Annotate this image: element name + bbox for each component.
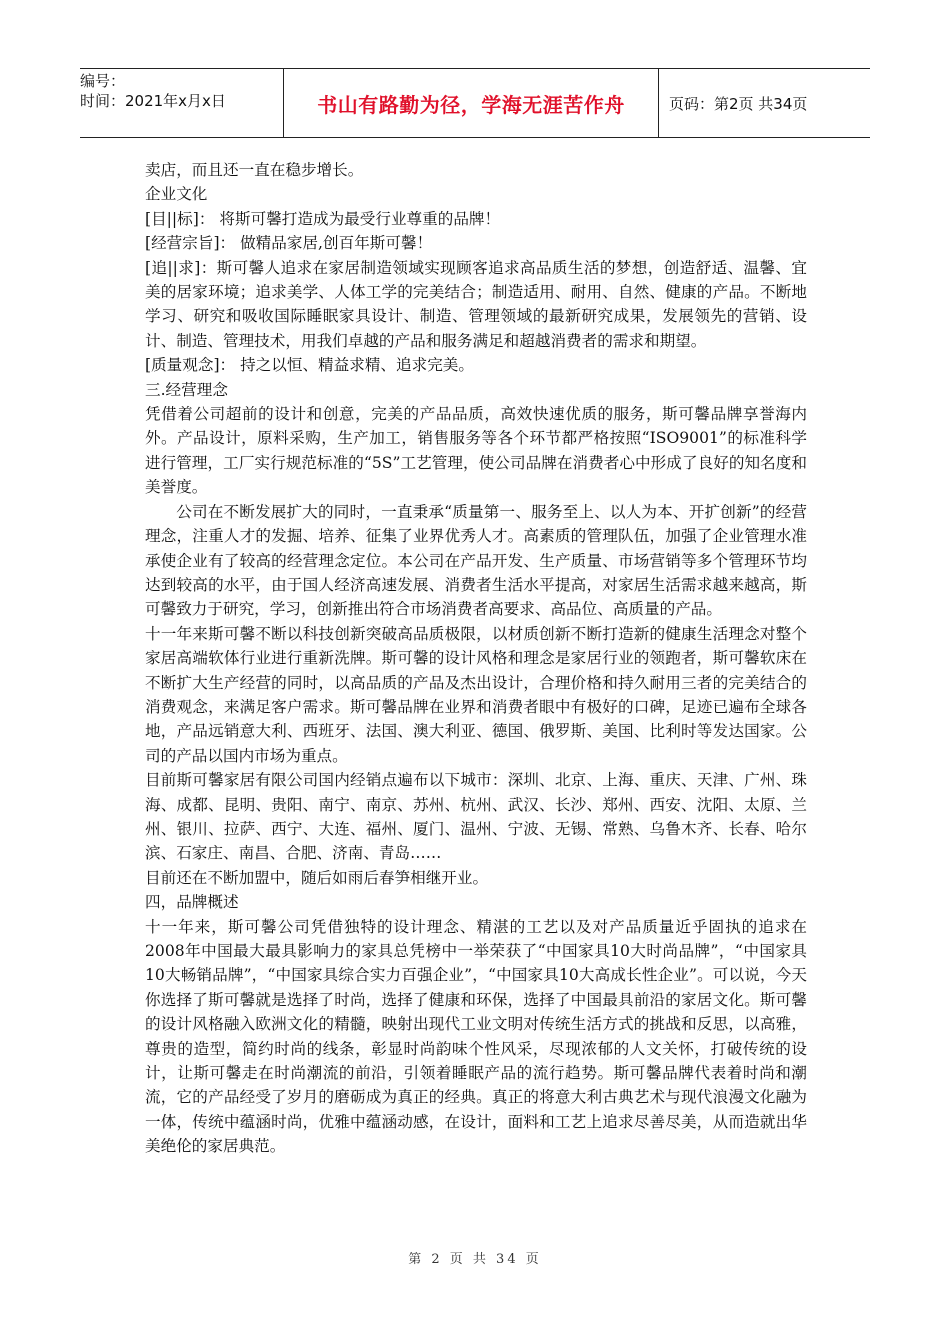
paragraph-innovation: 十一年来斯可馨不断以科技创新突破高品质极限，以材质创新不断打造新的健康生活理念对整个家居高端软体行业进行重新洗牌。斯可馨的设计风格和理念是家居行业的领跑者，斯可馨软床在不断扩大生产经营的同时，以高品质的产品及杰出设计，合理价格和持久耐用三者的完美结合的消费观念，来满足客户需求。斯可馨品牌在业界和消费者眼中有极好的口碑，足迹已遍布全球各地，产品远销意大利、西班牙、法国、澳大利亚、德国、俄罗斯、美国、比利时等发达国家。公司的产品以国内市场为重点。 [145, 624, 807, 765]
paragraph-philosophy-1: 凭借着公司超前的设计和创意，完美的产品品质，高效快速优质的服务，斯可馨品牌享誉海内外。产品设计，原料采购，生产加工，销售服务等各个环节都严格按照“ISO9001”的标准科学进行管理，工厂实行规范标准的“5S”工艺管理，使公司品牌在消费者心中形成了良好的知名度和美誉度。 [145, 405, 807, 497]
header-page-number: 页码：第2页 共34页 [669, 94, 808, 113]
document-number-label: 编号： [80, 72, 126, 90]
paragraph-franchising: 目前还在不断加盟中，随后如雨后春笋相继开业。 [145, 868, 489, 887]
header-meta [80, 69, 284, 137]
page-footer: 第 2 页 共 34 页 [408, 1252, 542, 1267]
header-motto-cell [284, 69, 659, 137]
heading-corporate-culture: 企业文化 [145, 185, 208, 204]
header-page-cell [659, 69, 870, 137]
paragraph-distribution-cities: 目前斯可馨家居有限公司国内经销点遍布以下城市：深圳、北京、上海、重庆、天津、广州、珠海、成都、昆明、贵阳、南宁、南京、苏州、杭州、武汉、长沙、郑州、西安、沈阳、太原、兰州、银川、拉萨、西宁、大连、福州、厦门、温州、宁波、无锡、常熟、乌鲁木齐、长春、哈尔滨、石家庄、南昌、合肥、济南、青岛…… [145, 771, 807, 863]
paragraph-philosophy-2: 公司在不断发展扩大的同时，一直秉承“质量第一、服务至上、以人为本、开扩创新”的经营理念，注重人才的发掘、培养、征集了业界优秀人才。高素质的管理队伍，加强了企业管理水准承使企业有了较高的经营理念定位。本公司在产品开发、生产质量、市场营销等多个管理环节均达到较高的水平，由于国人经济高速发展、消费者生活水平提高，对家居生活需求越来越高，斯可馨致力于研究，学习，创新推出符合市场消费者高要求、高品位、高质量的产品。 [145, 502, 807, 619]
document-header [80, 68, 870, 138]
paragraph-brand-overview: 十一年来，斯可馨公司凭借独特的设计理念、精湛的工艺以及对产品质量近乎固执的追求在2008年中国最大最具影响力的家具总凭榜中一举荣获了“中国家具10大时尚品牌”，“中国家具10大畅销品牌”，“中国家具综合实力百强企业”，“中国家具10大高成长性企业”。可以说，今天你选择了斯可馨就是选择了时尚，选择了健康和环保，选择了中国最具前沿的家居文化。斯可馨的设计风格融入欧洲文化的精髓，映射出现代工业文明对传统生活方式的挑战和反思，以高雅，尊贵的造型，简约时尚的线条，彰显时尚韵味个性风采，尽现浓郁的人文关怀，打破传统的设计，让斯可馨走在时尚潮流的前沿，引领着睡眠产品的流行趋势。斯可馨品牌代表着时尚和潮流，它的产品经受了岁月的磨砺成为真正的经典。真正的将意大利古典艺术与现代浪漫文化融为一体，传统中蕴涵时尚，优雅中蕴涵动感，在设计，面料和工艺上追求尽善尽美，从而造就出华美绝伦的家居典范。 [145, 917, 807, 1156]
paragraph-pursuit: [追||求]：斯可馨人追求在家居制造领域实现顾客追求高品质生活的梦想，创造舒适、温馨、宜美的居家环境；追求美学、人体工学的完美结合；制造适用、耐用、自然、健康的产品。不断地学习、研究和吸收国际睡眠家具设计、制造、管理领域的最新研究成果，发展领先的营销、设计、制造、管理技术，用我们卓越的产品和服务满足和超越消费者的需求和期望。 [145, 258, 807, 350]
document-date-label: 时间：2021年x月x日 [80, 92, 226, 110]
heading-business-philosophy: 三.经营理念 [145, 380, 228, 399]
paragraph-business-tenet: [经营宗旨]： 做精品家居,创百年斯可馨！ [145, 234, 433, 253]
paragraph-goal: [目||标]： 将斯可馨打造成为最受行业尊重的品牌！ [145, 209, 501, 228]
document-body [145, 158, 807, 1159]
paragraph-quality-concept: [质量观念]： 持之以恒、精益求精、追求完美。 [145, 356, 474, 375]
header-motto: 书山有路勤为径，学海无涯苦作舟 [317, 92, 625, 117]
paragraph-continued: 卖店，而且还一直在稳步增长。 [145, 161, 364, 179]
heading-brand-overview: 四，品牌概述 [145, 893, 239, 912]
